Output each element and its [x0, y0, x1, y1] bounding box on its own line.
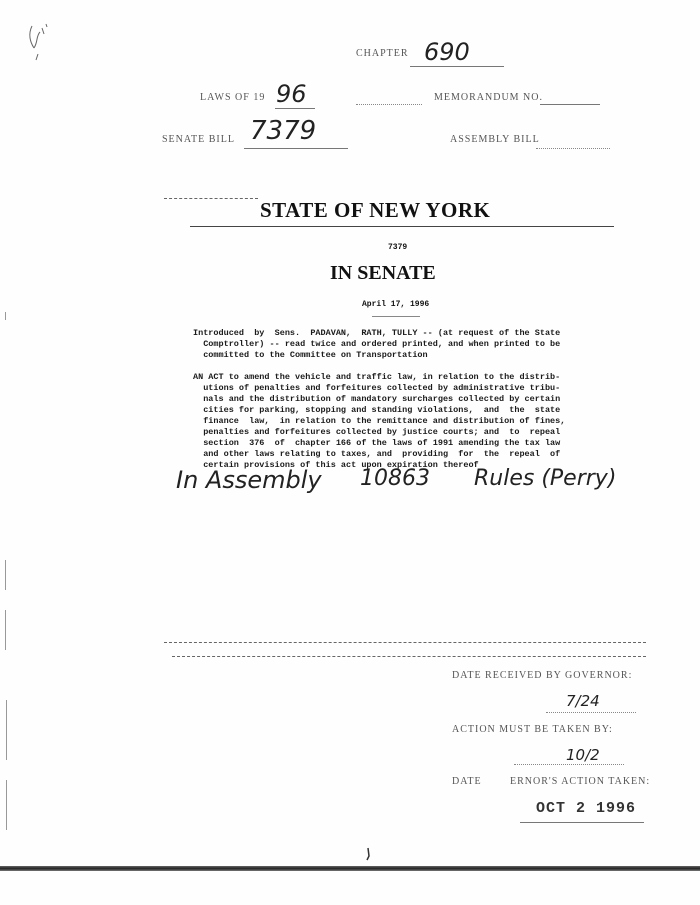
introduced-line: Introduced by Sens. PADAVAN, RATH, TULLY -- (at request of the State: [193, 328, 561, 338]
received-stamp: OCT 2 1996: [536, 800, 637, 817]
chapter-value: 690: [424, 38, 470, 66]
received-line: [546, 712, 636, 713]
introduced-line: committed to the Committee on Transportation: [193, 350, 428, 360]
action-value: 10/2: [566, 746, 600, 764]
assembly-bill-line: [536, 148, 610, 149]
governor-action-label: ERNOR'S ACTION TAKEN:: [510, 776, 651, 787]
state-title: STATE OF NEW YORK: [260, 198, 491, 222]
act-line: cities for parking, stopping and standing violations, and the state: [193, 405, 561, 415]
title-bottom-rule: [190, 226, 614, 227]
act-line: utions of penalties and forfeitures collected by administrative tribu-: [193, 383, 561, 393]
act-line: and other laws relating to taxes, and providing for the repeal of: [193, 449, 561, 459]
in-assembly-handwriting: In Assembly: [176, 466, 322, 494]
date-underline: [372, 316, 420, 317]
introduced-paragraph: [193, 328, 560, 361]
rules-handwriting: Rules (Perry): [474, 466, 617, 491]
stamp-underline: [520, 822, 644, 823]
title-top-rule: [164, 198, 258, 199]
senate-bill-line: [244, 148, 348, 149]
act-paragraph: [193, 372, 565, 471]
lower-rule-2: [172, 656, 646, 657]
act-line: penalties and forfeitures collected by justice courts; and to repeal: [193, 427, 561, 437]
margin-speck: [6, 700, 7, 760]
lower-rule-1: [164, 642, 646, 643]
received-label: DATE RECEIVED BY GOVERNOR:: [452, 670, 633, 681]
scan-bottom-bar: [0, 866, 700, 871]
memorandum-line: [540, 104, 600, 105]
date-label: DATE: [452, 776, 482, 787]
bill-date: April 17, 1996: [362, 300, 430, 309]
introduced-line: Comptroller) -- read twice and ordered printed, and when printed to be: [193, 339, 561, 349]
assembly-bill-label: ASSEMBLY BILL: [450, 134, 540, 145]
margin-speck: [5, 560, 6, 590]
assembly-number-handwriting: 10863: [360, 466, 430, 491]
senate-bill-label: SENATE BILL: [162, 134, 235, 145]
act-line: nals and the distribution of mandatory surcharges collected by certain: [193, 394, 561, 404]
senate-bill-value: 7379: [250, 116, 317, 146]
chapter-label: CHAPTER: [356, 48, 409, 59]
margin-speck: [5, 610, 6, 650]
act-line: section 376 of chapter 166 of the laws of 1991 amending the tax law: [193, 438, 561, 448]
margin-speck: [5, 312, 6, 320]
laws-extra-line: [356, 104, 422, 105]
act-line: AN ACT to amend the vehicle and traffic law, in relation to the distrib-: [193, 372, 561, 382]
bill-number: 7379: [388, 243, 408, 252]
chapter-line: [410, 66, 504, 67]
act-line: finance law, in relation to the remittance and distribution of fines,: [193, 416, 566, 426]
received-value: 7/24: [566, 692, 600, 710]
bottom-mark-icon: [364, 846, 374, 862]
laws-label: LAWS OF 19: [200, 92, 266, 103]
memorandum-label: MEMORANDUM NO.: [434, 92, 544, 103]
chamber-title: IN SENATE: [330, 262, 436, 284]
corner-scribble-icon: [24, 18, 64, 62]
action-label: ACTION MUST BE TAKEN BY:: [452, 724, 613, 735]
act-line: certain provisions of this act upon expiration thereof: [193, 460, 479, 470]
margin-speck: [6, 780, 7, 830]
laws-value: 96: [276, 80, 307, 108]
action-line: [514, 764, 624, 765]
laws-line: [275, 108, 315, 109]
